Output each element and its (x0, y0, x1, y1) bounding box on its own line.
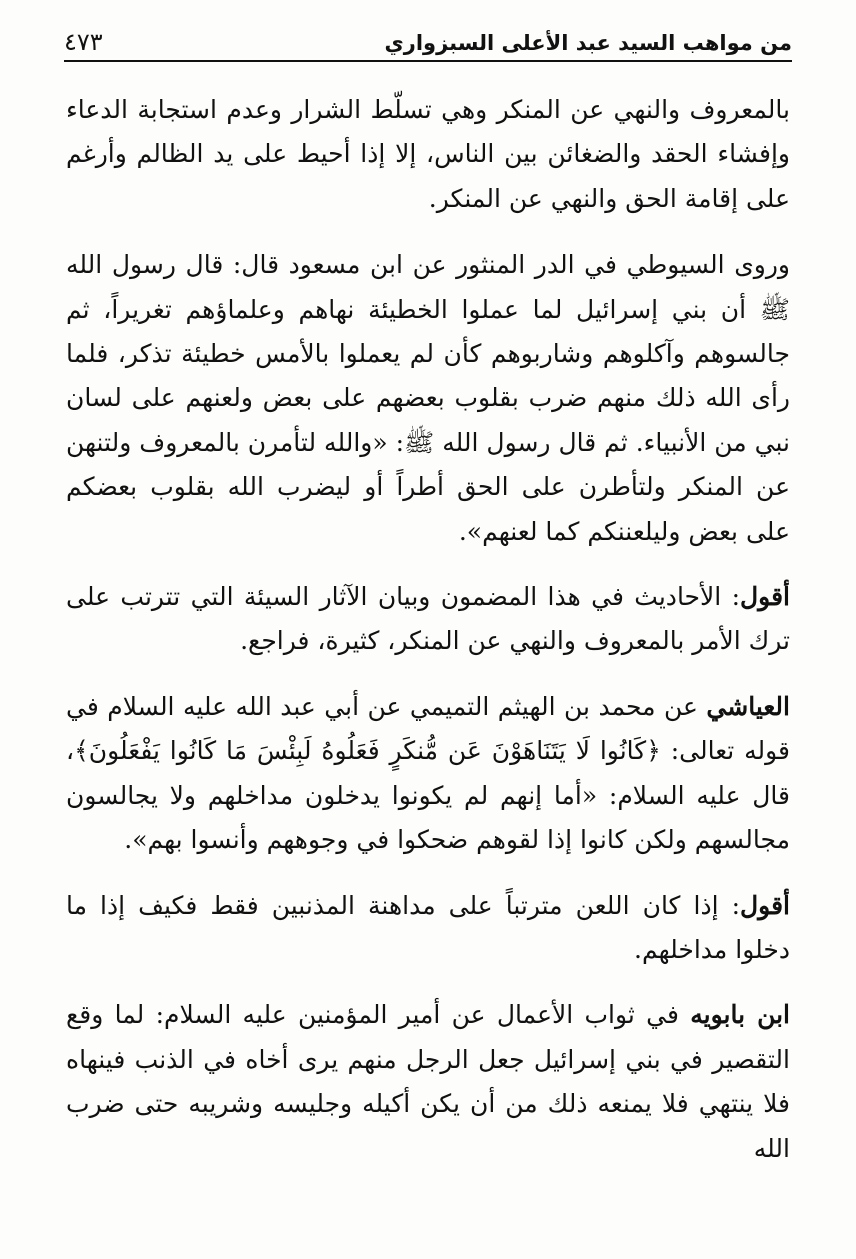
paragraph-continuation: بالمعروف والنهي عن المنكر وهي تسلّط الشرار وعدم استجابة الدعاء وإفشاء الحقد والضغائن بين الناس، إلا إذا أحيط على يد الظالم وأرغم على إقامة الحق والنهي عن المنكر. (66, 95, 790, 213)
body-text (66, 88, 790, 1192)
page-header (64, 20, 792, 62)
running-title: من مواهب السيد عبد الأعلى السبزواري (384, 31, 792, 55)
paragraph-ayyashi-narration: العياشي عن محمد بن الهيثم التميمي عن أبي عبد الله عليه السلام في قوله تعالى: ﴿كَانُوا لَا يَتَنَاهَوْنَ عَن مُّنكَرٍ فَعَلُوهُ لَبِئْسَ مَا كَانُوا يَفْعَلُونَ﴾، قال عليه السلام: «أما إنهم لم يكونوا يدخلون مداخلهم ولا يجالسون مجالسهم ولكن كانوا إذا لقوهم ضحكوا في وجوههم وأنسوا بهم». (66, 691, 790, 855)
paragraph-babawayh-narration: ابن بابويه في ثواب الأعمال عن أمير المؤمنين عليه السلام: لما وقع التقصير في بني إسرائيل جعل الرجل منهم يرى أخاه في الذنب فينهاه فلا ينتهي فلا يمنعه ذلك من أن يكن أكيله وجليسه وشريبه حتى ضرب الله (66, 1000, 791, 1163)
lead-word: العياشي (706, 691, 790, 721)
lead-word: أقول (740, 890, 790, 920)
lead-word: ابن بابويه (690, 1000, 791, 1030)
page-number: ٤٧٣ (64, 28, 103, 56)
paragraph-commentary-2: أقول: إذا كان اللعن مترتباً على مداهنة المذنبين فقط فكيف إذا ما دخلوا مداخلهم. (66, 890, 790, 964)
paragraph-suyuti-narration: وروى السيوطي في الدر المنثور عن ابن مسعود قال: قال رسول الله ﷺ أن بني إسرائيل لما عملوا الخطيئة نهاهم وعلماؤهم تغريراً، ثم جالسوهم وآكلوهم وشاربوهم كأن لم يعملوا بالأمس خطيئة تذكر، فلما رأى الله ذلك منهم ضرب بقلوب بعضهم على بعض ولعنهم على لسان نبي من الأنبياء. ثم قال رسول الله ﷺ: «والله لتأمرن بالمعروف ولتنهن عن المنكر ولتأطرن على الحق أطراً أو ليضرب الله بقلوب بعضكم على بعض وليلعننكم كما لعنهم». (66, 250, 790, 546)
paragraph-commentary-1: أقول: الأحاديث في هذا المضمون وبيان الآثار السيئة التي تترتب على ترك الأمر بالمعروف والنهي عن المنكر، كثيرة، فراجع. (66, 582, 790, 656)
lead-word: أقول (740, 582, 790, 612)
